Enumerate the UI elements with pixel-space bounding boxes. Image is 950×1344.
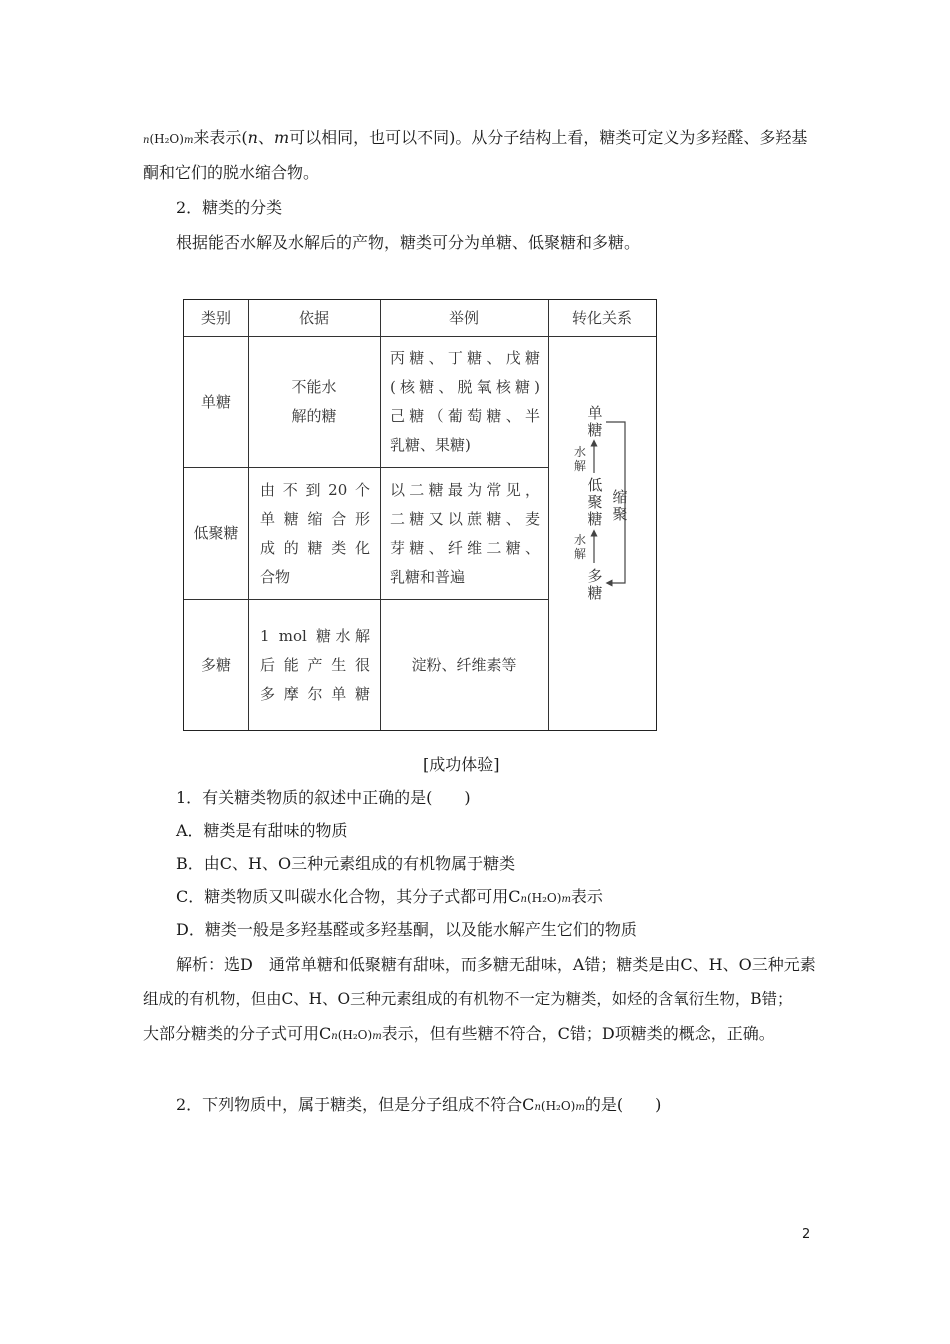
relation-condensation: 缩聚 [612,488,628,523]
question-1-option-c: C．糖类物质又叫碳水化合物，其分子式都可用Cn(H₂O)m表示 [176,887,603,906]
page-number: 2 [802,1227,811,1242]
analysis-line-1: 解析：选D 通常单糖和低聚糖有甜味，而多糖无甜味，A错；糖类是由C、H、O三种元素 [176,955,816,974]
text-span: 可以相同，也可以不同)。从分子结构上看，糖类可定义为多羟醛、多羟基 [289,128,808,147]
header-basis: 依据 [298,308,329,327]
relation-polysaccharide: 多糖 [587,567,603,602]
row-polysaccharide-category: 多糖 [200,655,231,674]
section-intro: 根据能否水解及水解后的产物，糖类可分为单糖、低聚糖和多糖。 [176,233,641,252]
header-examples: 举例 [448,308,479,327]
analysis-line-3: 大部分糖类的分子式可用Cn(H₂O)m表示，但有些糖不符合，C错；D项糖类的概念，正确。 [143,1024,775,1043]
var-m: m [274,128,290,147]
relation-hydrolysis-1: 水解 [573,445,586,473]
var-n: n [247,128,258,147]
row-oligosaccharide-examples: 以二糖最为常见， 二糖又以蔗糖、麦 芽糖、纤维二糖、 乳糖和普遍 [390,480,540,586]
conversion-diagram [549,337,656,730]
header-relation: 转化关系 [571,308,632,327]
text-span: 来表示( [193,128,248,147]
row-monosaccharide-category: 单糖 [200,392,231,411]
exercise-title: [成功体验] [423,755,500,774]
relation-hydrolysis-2: 水解 [573,533,586,561]
row-monosaccharide-examples: 丙糖、丁糖、戊糖 (核糖、脱氧核糖) 己糖（葡萄糖、半 乳糖、果糖) [390,349,540,454]
section-heading: 2．糖类的分类 [176,198,283,217]
relation-monosaccharide: 单糖 [587,404,603,439]
text-span: 、 [257,128,274,147]
arrow-condensation [606,422,625,583]
classification-table [183,299,657,731]
row-oligosaccharide-basis: 由不到20个 单糖缩合形 成的糖类化 合物 [260,480,370,586]
paragraph-line-2: 酮和它们的脱水缩合物。 [143,163,320,182]
subscript-m: m [183,135,194,146]
relation-arrows [549,337,656,730]
question-1-stem: 1．有关糖类物质的叙述中正确的是( ) [176,788,471,807]
question-1-option-d: D．糖类一般是多羟基醛或多羟基酮，以及能水解产生它们的物质 [176,920,637,939]
row-oligosaccharide-category: 低聚糖 [193,524,239,542]
relation-oligosaccharide: 低聚糖 [587,476,603,528]
paragraph-line-1 [143,128,807,151]
row-polysaccharide-examples: 淀粉、纤维素等 [411,655,517,674]
question-2-stem: 2．下列物质中，属于糖类，但是分子组成不符合Cn(H₂O)m的是( ) [176,1095,662,1114]
formula-part: (H₂O) [149,132,184,146]
row-monosaccharide-basis: 不能水 解的糖 [291,378,337,425]
row-polysaccharide-basis: 1 mol 糖水解 后能产生很 多摩尔单糖 [260,626,370,703]
question-1-option-a: A．糖类是有甜味的物质 [176,821,348,840]
subscript-n: n [143,135,150,146]
header-category: 类别 [200,308,231,327]
analysis-line-2: 组成的有机物，但由C、H、O三种元素组成的有机物不一定为糖类，如烃的含氧衍生物，B错； [143,990,793,1008]
question-1-option-b: B．由C、H、O三种元素组成的有机物属于糖类 [176,854,516,873]
